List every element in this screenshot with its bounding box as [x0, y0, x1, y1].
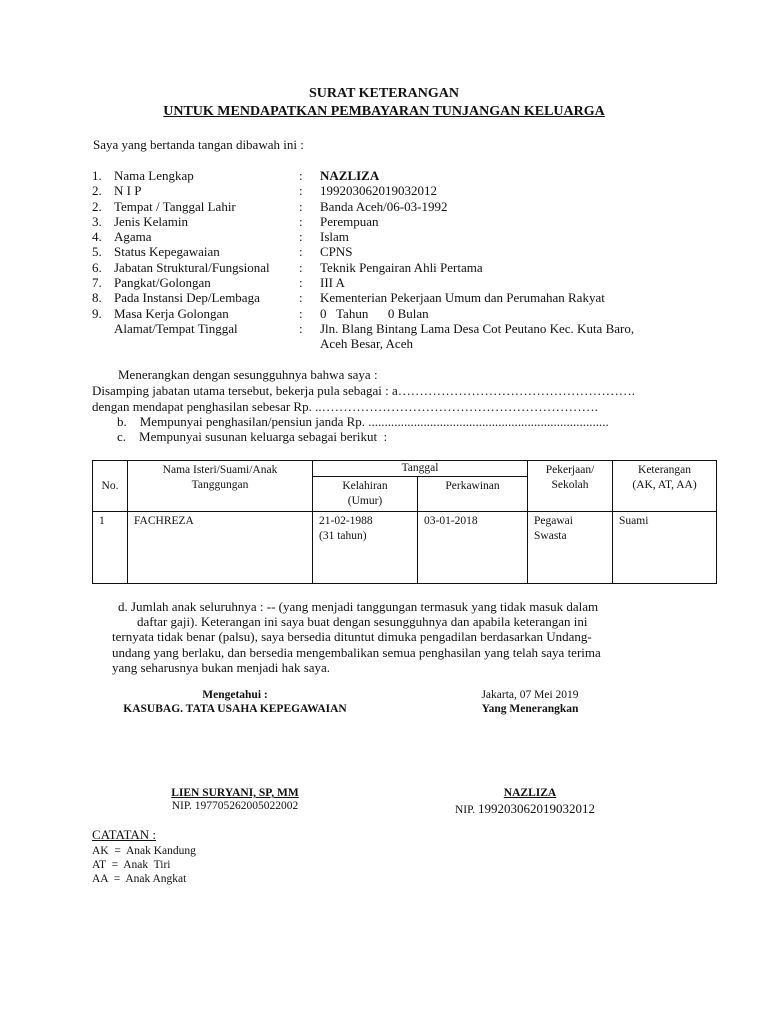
field-separator: :: [299, 168, 303, 183]
field-row-jabatan: [92, 260, 692, 275]
statement-d-line-5: yang seharusnya bukan menjadi hak saya.: [112, 660, 331, 675]
intro-text: Saya yang bertanda tangan dibawah ini :: [93, 137, 304, 152]
field-value: NAZLIZA: [320, 168, 380, 183]
sig-left-nip: NIP. 197705262005022002: [171, 800, 299, 812]
statement-menerangkan: Menerangkan dengan sesungguhnya bahwa saya :: [118, 367, 378, 382]
nip-value: 199203062019032012: [478, 801, 596, 816]
field-label: Status Kepegawaian: [114, 244, 220, 260]
statement-disamping: Disamping jabatan utama tersebut, bekerja pula sebagai : a……………………………………………….: [92, 383, 635, 398]
document-title: SURAT KETERANGAN: [308, 86, 459, 101]
table-row: [93, 512, 717, 584]
statement-penghasilan: dengan mendapat penghasilan sebesar Rp. ..……………………………………………………….: [92, 399, 598, 414]
field-row-alamat: [92, 321, 692, 336]
field-value: Teknik Pengairan Ahli Pertama: [320, 259, 483, 275]
field-number: 9.: [92, 305, 102, 321]
header-keterangan: Keterangan (AK, AT, AA): [613, 461, 717, 512]
header-pekerjaan: Pekerjaan/ Sekolah: [528, 461, 613, 512]
sig-right-date: Jakarta, 07 Mei 2019: [481, 689, 579, 701]
header-no: No.: [93, 461, 128, 512]
cell-pekerjaan: Pegawai Swasta: [528, 512, 613, 584]
field-row-agama: [92, 229, 692, 244]
field-row-nip: [92, 183, 692, 198]
field-value: Banda Aceh/06-03-1992: [320, 198, 448, 214]
statement-d-line-4: undang yang berlaku, dan bersedia mengembalikan semua penghasilan yang telah saya terima: [112, 645, 601, 660]
header-nama: Nama Isteri/Suami/Anak Tanggungan: [128, 461, 313, 512]
field-label: Alamat/Tempat Tinggal: [114, 320, 238, 336]
sig-right-name: NAZLIZA: [503, 787, 557, 799]
field-value: Islam: [320, 229, 349, 245]
field-row-masa-kerja: [92, 306, 692, 321]
sig-left-heading: Mengetahui :: [202, 689, 268, 701]
field-separator: :: [299, 290, 303, 306]
header-kelahiran: Kelahiran (Umur): [313, 477, 418, 512]
note-item: AT = Anak Tiri: [92, 859, 171, 871]
header-perkawinan: Perkawinan: [418, 477, 528, 512]
cell-keterangan: Suami: [613, 512, 717, 584]
field-label: [114, 336, 299, 351]
header-tanggal: Tanggal: [313, 461, 528, 477]
field-separator: :: [299, 213, 303, 229]
field-number: 3.: [92, 213, 102, 229]
field-row-nama: [92, 168, 692, 183]
sig-left-title: KASUBAG. TATA USAHA KEPEGAWAIAN: [123, 703, 347, 715]
statement-d-line-2: daftar gaji). Keterangan ini saya buat dengan sesungguhnya dan apabila keterangan ini: [137, 614, 588, 629]
field-label: Pada Instansi Dep/Lembaga: [114, 290, 260, 306]
field-value: Kementerian Pekerjaan Umum dan Perumahan Rakyat: [320, 290, 605, 306]
statement-d-line-3: ternyata tidak benar (palsu), saya bersedia dituntut dimuka pengadilan berdasarkan Undang-: [112, 629, 592, 644]
sig-right-nip: [455, 801, 595, 817]
field-number: 6.: [92, 259, 102, 275]
cell-kelahiran: 21-02-1988 (31 tahun): [313, 512, 418, 584]
field-number: 5.: [92, 244, 102, 260]
field-value: Aceh Besar, Aceh: [320, 336, 413, 352]
field-row-pangkat: [92, 275, 692, 290]
field-separator: :: [299, 275, 303, 291]
field-separator: [299, 336, 320, 351]
field-number: 2.: [92, 183, 102, 199]
note-item: AK = Anak Kandung: [92, 845, 196, 857]
field-separator: :: [299, 320, 303, 336]
field-label: Nama Lengkap: [114, 168, 194, 183]
sig-left-name: LIEN SURYANI, SP, MM: [171, 787, 299, 799]
statement-d-line-1: d. Jumlah anak seluruhnya : -- (yang menjadi tanggungan termasuk yang tidak masuk dalam: [118, 599, 599, 614]
statement-b: b. Mempunyai penghasilan/pensiun janda Rp. ..........................................................................: [117, 414, 609, 429]
notes-heading: CATATAN :: [92, 827, 157, 842]
field-separator: :: [299, 244, 303, 260]
field-number: 7.: [92, 275, 102, 291]
nip-label: NIP.: [455, 804, 476, 816]
field-row-ttl: [92, 199, 692, 214]
field-row-instansi: [92, 290, 692, 305]
field-separator: :: [299, 305, 303, 321]
cell-perkawinan: 03-01-2018: [418, 512, 528, 584]
field-number: 8.: [92, 290, 102, 306]
field-separator: :: [299, 259, 303, 275]
field-row-jenis-kelamin: [92, 214, 692, 229]
field-label: Masa Kerja Golongan: [114, 305, 229, 321]
field-value: 199203062019032012: [320, 183, 437, 199]
field-value: 0 Tahun 0 Bulan: [320, 305, 429, 321]
note-item: AA = Anak Angkat: [92, 873, 187, 885]
field-number: 4.: [92, 229, 102, 245]
cell-nama: FACHREZA: [128, 512, 313, 584]
family-table: [92, 460, 717, 584]
field-row-alamat-cont: [92, 336, 692, 351]
field-label: Pangkat/Golongan: [114, 275, 211, 291]
document-subtitle: UNTUK MENDAPATKAN PEMBAYARAN TUNJANGAN KELUARGA: [163, 104, 605, 119]
field-separator: :: [299, 198, 303, 214]
field-number: [92, 321, 114, 336]
field-label: Jenis Kelamin: [114, 213, 189, 229]
field-value: Perempuan: [320, 213, 379, 229]
statement-c: c. Mempunyai susunan keluarga sebagai berikut :: [117, 429, 388, 444]
field-label: Tempat / Tanggal Lahir: [114, 198, 236, 214]
field-number: [92, 336, 114, 351]
field-number: 1.: [92, 168, 102, 183]
identity-fields: [92, 168, 692, 352]
field-label: Agama: [114, 229, 152, 245]
field-label: Jabatan Struktural/Fungsional: [114, 259, 270, 275]
field-separator: :: [299, 229, 303, 245]
cell-no: 1: [93, 512, 128, 584]
field-value: Jln. Blang Bintang Lama Desa Cot Peutano Kec. Kuta Baro,: [320, 320, 635, 336]
field-number: 2.: [92, 198, 102, 214]
field-value: III A: [320, 275, 345, 291]
field-label: N I P: [114, 183, 142, 199]
sig-right-title: Yang Menerangkan: [481, 703, 579, 715]
field-row-status: [92, 244, 692, 259]
table-header-row: [93, 461, 717, 477]
field-value: CPNS: [320, 244, 353, 260]
field-separator: :: [299, 183, 303, 199]
